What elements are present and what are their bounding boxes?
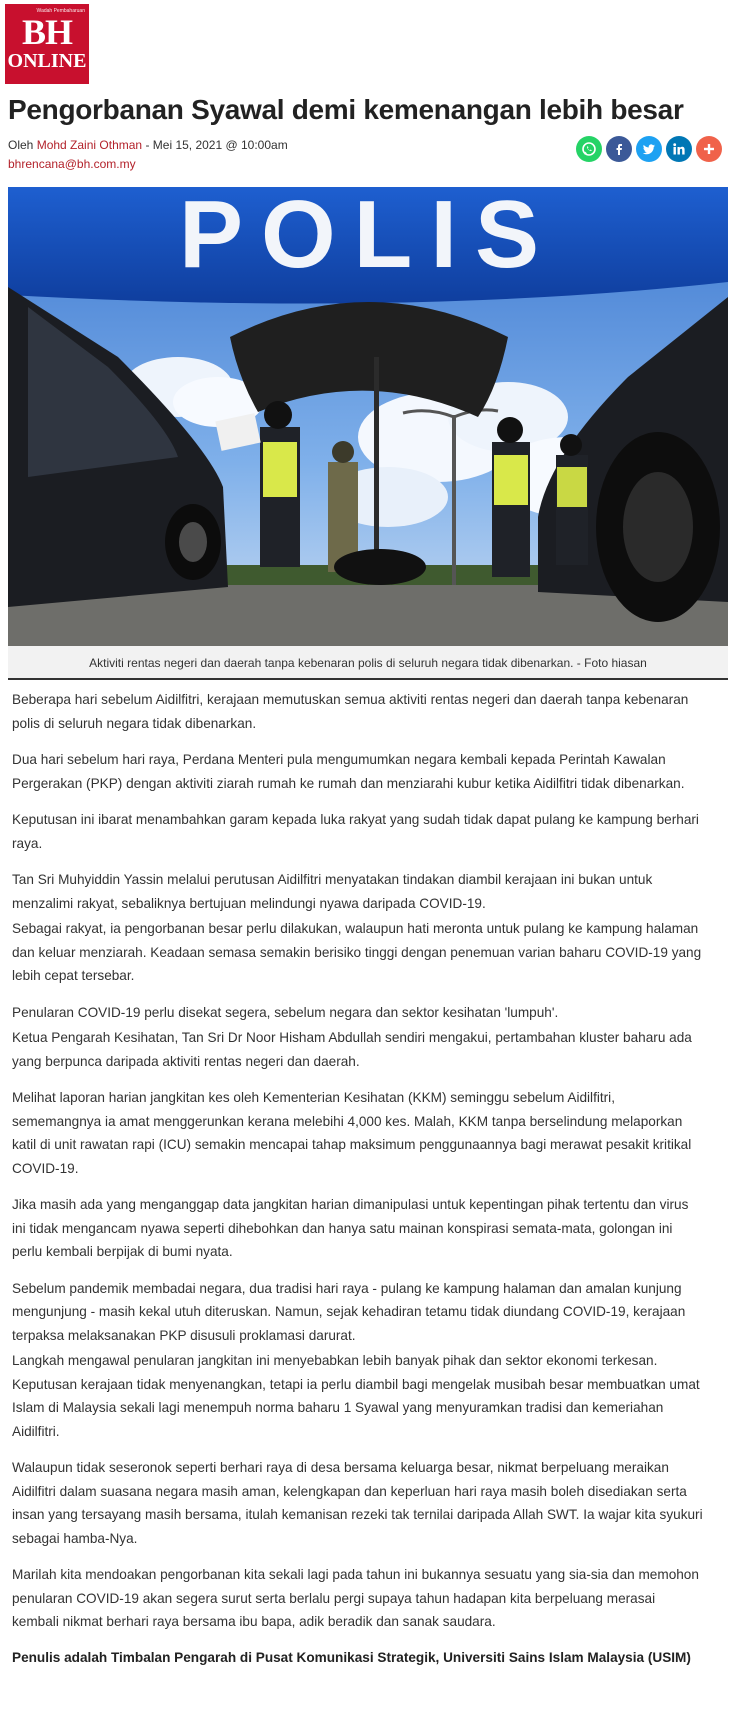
logo-tagline: Wadah Pembaharuan (36, 8, 85, 14)
author-note: Penulis adalah Timbalan Pengarah di Pusat Komunikasi Strategik, Universiti Sains Islam Malaysia (USIM) (12, 1649, 691, 1665)
author-email-link[interactable]: bhrencana@bh.com.my (8, 157, 136, 171)
whatsapp-share-button[interactable] (576, 136, 602, 162)
paragraph: Melihat laporan harian jangkitan kes oleh Kementerian Kesihatan (KKM) seminggu sebelum Aidilfitri, sememangnya ia amat menggerunkan kerana melebihi 4,000 kes. Malah, KKM tanpa berselindung melaporkan katil di unit rawatan rapi (ICU) semakin mencapai tahap maksimum penggunaannya bagi merawat pesakit kritikal COVID-19. (12, 1090, 692, 1176)
more-share-button[interactable] (696, 136, 722, 162)
paragraph: Jika masih ada yang menganggap data jangkitan harian dimanipulasi untuk kepentingan pihak tertentu dan virus ini tidak mengancam nyawa seperti dihebohkan dan hanya satu mainan konspirasi semata-mata, golongan ini perlu kembali berpijak di bumi nyata. (12, 1197, 689, 1259)
linkedin-icon (671, 141, 687, 157)
twitter-share-button[interactable] (636, 136, 662, 162)
hero-image (8, 187, 728, 646)
byline-prefix: Oleh (8, 138, 34, 152)
whatsapp-icon (581, 141, 597, 157)
paragraph: Dua hari sebelum hari raya, Perdana Menteri pula mengumumkan negara kembali kepada Perintah Kawalan Pergerakan (PKP) dengan aktiviti ziarah rumah ke rumah dan menziarahi kubur ketika Aidilfitri tidak dibenarkan. (12, 752, 685, 791)
paragraph: Beberapa hari sebelum Aidilfitri, kerajaan memutuskan semua aktiviti rentas negeri dan daerah tanpa kebenaran polis di seluruh negara tidak dibenarkan. (12, 692, 689, 731)
paragraph: Penularan COVID-19 perlu disekat segera, sebelum negara dan sektor kesihatan 'lumpuh'. (12, 1004, 559, 1020)
paragraph: Ketua Pengarah Kesihatan, Tan Sri Dr Noor Hisham Abdullah sendiri mengakui, pertambahan kluster baharu ada yang berpunca daripada aktiviti rentas negeri dan daerah. (12, 1030, 692, 1069)
twitter-icon (641, 141, 657, 157)
paragraph: Sebelum pandemik membadai negara, dua tradisi hari raya - pulang ke kampung halaman dan amalan kunjung mengunjung - masih kekal utuh diteruskan. Namun, sejak kehadiran tetamu tidak diundang COVID-19, kerajaan terpaksa melaksanakan PKP disusuli proklamasi darurat. (12, 1280, 686, 1343)
plus-icon (702, 142, 716, 156)
facebook-icon (611, 141, 627, 157)
article-title: Pengorbanan Syawal demi kemenangan lebih besar (8, 94, 684, 125)
logo-online-text: ONLINE (7, 50, 87, 72)
paragraph: Tan Sri Muhyiddin Yassin melalui perutusan Aidilfitri menyatakan tindakan diambil kerajaan ini bukan untuk menzalimi rakyat, sebaliknya bertujuan melindungi nyawa daripada COVID-19. (12, 872, 653, 911)
paragraph: Walaupun tidak seseronok seperti berhari raya di desa bersama keluarga besar, nikmat berpeluang meraikan Aidilfitri dalam suasana negara masih aman, kelengkapan dan keperluan hari raya masih boleh disediakan serta insan yang tersayang masih bersama, itulah kemanisan rezeki tak ternilai daripada Allah SWT. Ia wajar kita syukuri sebagai hamba-Nya. (12, 1460, 703, 1546)
hero-caption: Aktiviti rentas negeri dan daerah tanpa kebenaran polis di seluruh negara tidak dibenarkan. - Foto hiasan (8, 646, 728, 680)
logo-bh-text: BH (21, 12, 72, 52)
publish-date: - Mei 15, 2021 @ 10:00am (145, 138, 288, 152)
bh-online-logo[interactable] (5, 4, 89, 84)
byline (8, 137, 288, 153)
facebook-share-button[interactable] (606, 136, 632, 162)
hero-sign-text: POLIS (178, 187, 558, 288)
paragraph: Keputusan ini ibarat menambahkan garam kepada luka rakyat yang sudah tidak dapat pulang ke kampung berhari raya. (12, 812, 699, 851)
linkedin-share-button[interactable] (666, 136, 692, 162)
author-link[interactable]: Mohd Zaini Othman (36, 138, 143, 152)
article-body (12, 688, 704, 1669)
paragraph: Sebagai rakyat, ia pengorbanan besar perlu dilakukan, walaupun hati meronta untuk pulang ke kampung halaman dan keluar menziarah. Keadaan semasa semakin berisiko tinggi dengan penemuan varian baharu COVID-19 yang lebih cepat tersebar. (12, 921, 702, 983)
paragraph: Langkah mengawal penularan jangkitan ini menyebabkan lebih banyak pihak dan sektor ekonomi terkesan. Keputusan kerajaan tidak menyenangkan, tetapi ia perlu diambil bagi mengelak musibah besar membuatkan umat Islam di Malaysia sekali lagi menempuh norma baharu 1 Syawal yang menyuramkan tradisi dan kemeriahan Aidilfitri. (12, 1353, 700, 1439)
paragraph: Marilah kita mendoakan pengorbanan kita sekali lagi pada tahun ini bukannya sesuatu yang sia-sia dan memohon penularan COVID-19 akan segera surut serta berlalu pergi supaya tahun hadapan kita berpeluang merasai kembali nikmat berhari raya bersama ibu bapa, adik beradik dan sanak saudara. (12, 1567, 699, 1629)
